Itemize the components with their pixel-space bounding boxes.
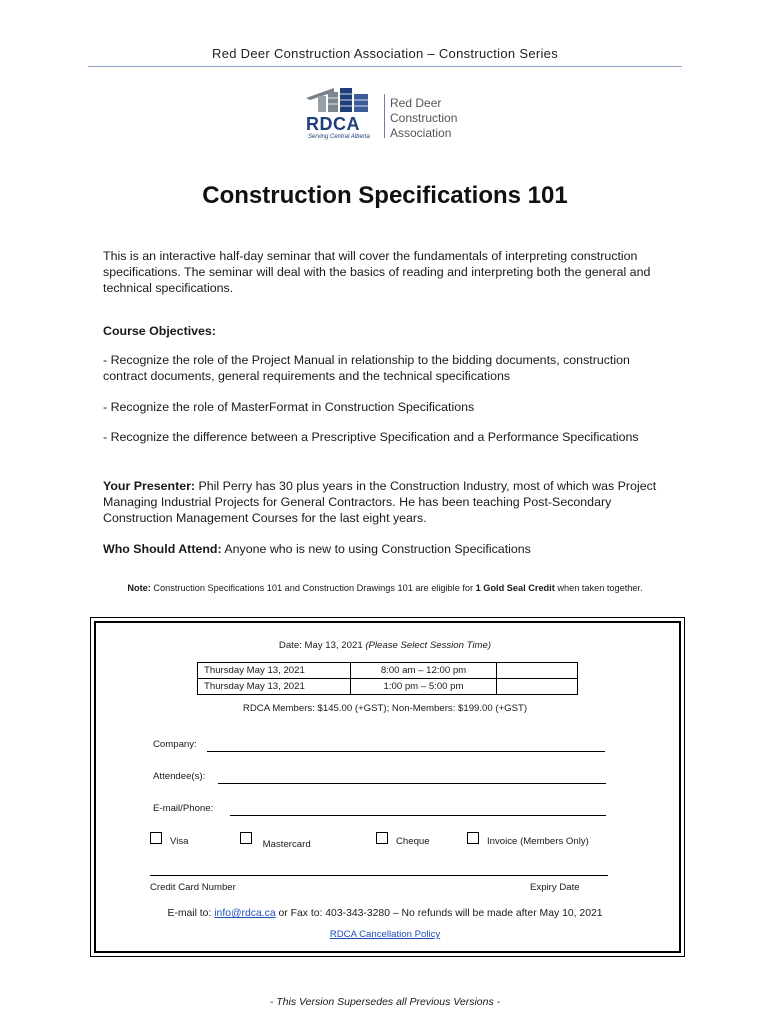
attendees-label: Attendee(s): — [153, 771, 206, 782]
cancellation-policy-link[interactable]: RDCA Cancellation Policy — [329, 929, 441, 940]
email-phone-label: E-mail/Phone: — [153, 803, 214, 814]
objective-item: - Recognize the difference between a Prescriptive Specification and a Performance Specifications — [103, 430, 639, 444]
payment-option-invoice[interactable] — [467, 832, 589, 847]
email-link[interactable]: info@rdca.ca — [214, 908, 276, 919]
attend-paragraph — [103, 541, 673, 557]
payment-option-cheque[interactable] — [376, 832, 430, 847]
table-row — [198, 663, 578, 679]
attend-label: Who Should Attend: — [103, 542, 222, 556]
payment-option-mastercard[interactable] — [240, 832, 311, 850]
logo-separator — [384, 94, 385, 138]
session-date-cell: Thursday May 13, 2021 — [198, 679, 351, 695]
objectives-heading: Course Objectives: — [103, 324, 216, 338]
logo-abbreviation: RDCA — [306, 114, 360, 134]
session-select-cell[interactable] — [497, 663, 578, 679]
checkbox[interactable] — [467, 832, 479, 844]
company-field[interactable] — [207, 751, 605, 752]
session-time-cell: 1:00 pm – 5:00 pm — [351, 679, 497, 695]
objective-item: - Recognize the role of the Project Manual in relationship to the bidding documents, construction contract documents, general requirements and the technical specifications — [103, 353, 630, 383]
date-hint: (Please Select Session Time) — [365, 640, 492, 651]
payment-option-visa[interactable] — [150, 832, 189, 847]
payment-option-label: Mastercard — [262, 839, 311, 850]
date-label: Date: May 13, 2021 — [278, 640, 366, 651]
checkbox[interactable] — [376, 832, 388, 844]
note-text: Construction Specifications 101 and Construction Drawings 101 are eligible for — [150, 583, 476, 593]
header-title: Red Deer Construction Association – Construction Series — [212, 46, 558, 61]
credit-note — [0, 583, 770, 593]
payment-option-label: Invoice (Members Only) — [487, 836, 589, 847]
logo-name-line: Construction — [390, 111, 458, 125]
pricing-text: RDCA Members: $145.00 (+GST); Non-Members: $199.00 (+GST) — [242, 703, 528, 714]
document-title: Construction Specifications 101 — [202, 182, 568, 209]
presenter-label: Your Presenter: — [103, 479, 196, 493]
header-divider — [88, 66, 682, 67]
payment-option-label: Visa — [170, 836, 189, 847]
table-row — [198, 679, 578, 695]
cancellation-policy-row — [0, 929, 770, 940]
presenter-text: Phil Perry has 30 plus years in the Construction Industry, most of which was Project Managing Industrial Projects for General Contractors. He has been teaching Post-Secondary Construction Management Courses for the last eight years. — [103, 479, 657, 525]
mail-prefix: E-mail to: — [167, 908, 215, 919]
session-date-cell: Thursday May 13, 2021 — [198, 663, 351, 679]
expiry-date-label: Expiry Date — [530, 882, 580, 893]
gold-seal-credit: 1 Gold Seal Credit — [475, 583, 555, 593]
session-date — [0, 640, 770, 651]
attendees-field[interactable] — [218, 783, 606, 784]
fax-refund-text: or Fax to: 403-343-3280 – No refunds will be made after May 10, 2021 — [275, 908, 603, 919]
company-label: Company: — [153, 739, 197, 750]
attend-text: Anyone who is new to using Construction Specifications — [221, 542, 531, 556]
logo-name-line: Association — [390, 126, 452, 140]
logo-name-line: Red Deer — [390, 96, 442, 110]
checkbox[interactable] — [150, 832, 162, 844]
presenter-paragraph — [103, 478, 673, 526]
session-table — [197, 662, 578, 695]
contact-line — [0, 908, 770, 919]
rdca-logo — [304, 84, 474, 148]
session-select-cell[interactable] — [497, 679, 578, 695]
payment-option-label: Cheque — [396, 836, 430, 847]
credit-card-field[interactable] — [150, 875, 608, 876]
session-time-cell: 8:00 am – 12:00 pm — [351, 663, 497, 679]
logo-name — [390, 96, 457, 141]
checkbox[interactable] — [240, 832, 252, 844]
credit-card-label: Credit Card Number — [150, 882, 236, 893]
objective-item: - Recognize the role of MasterFormat in Construction Specifications — [103, 400, 475, 414]
note-text-end: when taken together. — [554, 583, 643, 593]
version-footer: - This Version Supersedes all Previous Versions - — [269, 996, 501, 1008]
email-phone-field[interactable] — [230, 815, 606, 816]
note-label: Note: — [127, 583, 151, 593]
intro-paragraph: This is an interactive half-day seminar that will cover the fundamentals of interpreting construction specifications. The seminar will deal with the basics of reading and interpreting both the general and technical specifications. — [103, 249, 651, 295]
logo-tagline: Serving Central Alberta — [308, 134, 370, 140]
